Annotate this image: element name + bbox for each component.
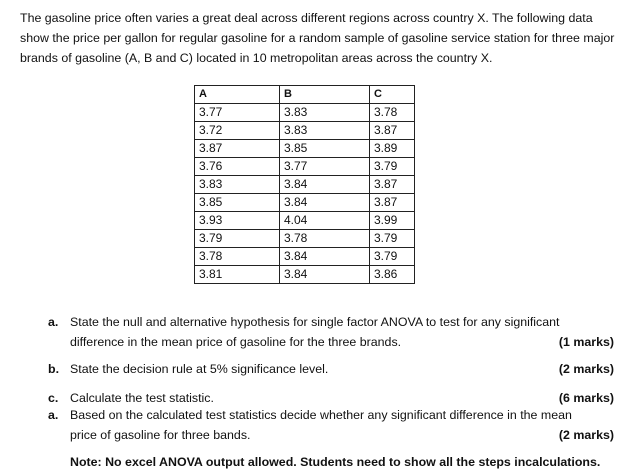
table-row bbox=[195, 194, 415, 212]
cell-brand-b: 3.77 bbox=[280, 158, 370, 176]
cell-brand-b: 3.84 bbox=[280, 266, 370, 284]
cell-brand-a: 3.85 bbox=[195, 194, 280, 212]
cell-brand-c: 3.79 bbox=[370, 248, 415, 266]
table-row bbox=[195, 158, 415, 176]
table-row bbox=[195, 104, 415, 122]
cell-brand-a: 3.78 bbox=[195, 248, 280, 266]
question-a bbox=[48, 312, 614, 352]
question-d bbox=[48, 405, 614, 445]
column-header-b: B bbox=[280, 86, 370, 104]
cell-brand-c: 3.79 bbox=[370, 158, 415, 176]
question-label: a. bbox=[48, 408, 59, 422]
question-text: Based on the calculated test statistics decide whether any significant difference in the mean bbox=[70, 408, 572, 422]
cell-brand-b: 3.84 bbox=[280, 176, 370, 194]
question-text: Calculate the test statistic. bbox=[70, 391, 214, 405]
question-text-continued: difference in the mean price of gasoline for the three brands. bbox=[70, 335, 402, 349]
question-marks: (2 marks) bbox=[558, 362, 614, 376]
table-row bbox=[195, 122, 415, 140]
table-row bbox=[195, 212, 415, 230]
cell-brand-c: 3.79 bbox=[370, 230, 415, 248]
cell-brand-c: 3.86 bbox=[370, 266, 415, 284]
cell-brand-c: 3.99 bbox=[370, 212, 415, 230]
question-text: State the null and alternative hypothesis for single factor ANOVA to test for any significant bbox=[70, 315, 560, 329]
cell-brand-b: 3.85 bbox=[280, 140, 370, 158]
table-row bbox=[195, 266, 415, 284]
question-label: b. bbox=[48, 362, 60, 376]
cell-brand-c: 3.87 bbox=[370, 194, 415, 212]
cell-brand-b: 3.78 bbox=[280, 230, 370, 248]
table-row bbox=[195, 248, 415, 266]
column-header-c: C bbox=[370, 86, 415, 104]
cell-brand-a: 3.81 bbox=[195, 266, 280, 284]
question-marks: (1 marks) bbox=[558, 335, 614, 349]
cell-brand-b: 3.83 bbox=[280, 122, 370, 140]
cell-brand-a: 3.93 bbox=[195, 212, 280, 230]
question-text-continued: price of gasoline for three bands. bbox=[70, 428, 251, 442]
table-row bbox=[195, 230, 415, 248]
cell-brand-a: 3.77 bbox=[195, 104, 280, 122]
question-b bbox=[48, 359, 614, 379]
question-marks: (6 marks) bbox=[558, 391, 614, 405]
cell-brand-b: 3.83 bbox=[280, 104, 370, 122]
question-label: a. bbox=[48, 315, 59, 329]
cell-brand-c: 3.78 bbox=[370, 104, 415, 122]
cell-brand-a: 3.87 bbox=[195, 140, 280, 158]
cell-brand-a: 3.79 bbox=[195, 230, 280, 248]
cell-brand-a: 3.72 bbox=[195, 122, 280, 140]
question-text: State the decision rule at 5% significance level. bbox=[70, 362, 329, 376]
cell-brand-a: 3.83 bbox=[195, 176, 280, 194]
cell-brand-b: 4.04 bbox=[280, 212, 370, 230]
cell-brand-b: 3.84 bbox=[280, 194, 370, 212]
question-marks: (2 marks) bbox=[558, 428, 614, 442]
table-row bbox=[195, 140, 415, 158]
cell-brand-c: 3.89 bbox=[370, 140, 415, 158]
cell-brand-a: 3.76 bbox=[195, 158, 280, 176]
cell-brand-b: 3.84 bbox=[280, 248, 370, 266]
table-body bbox=[195, 104, 415, 284]
gasoline-price-table bbox=[194, 85, 415, 284]
table-header-row bbox=[195, 86, 415, 104]
cell-brand-c: 3.87 bbox=[370, 176, 415, 194]
note-text: Note: No excel ANOVA output allowed. Students need to show all the steps incalculations. bbox=[70, 455, 601, 469]
intro-paragraph: The gasoline price often varies a great deal across different regions across country X. The following data show the price per gallon for regular gasoline for a random sample of gasoline service station for three major brands of gasoline (A, B and C) located in 10 metropolitan areas across the country X. bbox=[20, 11, 615, 65]
cell-brand-c: 3.87 bbox=[370, 122, 415, 140]
column-header-a: A bbox=[195, 86, 280, 104]
question-label: c. bbox=[48, 391, 59, 405]
table-row bbox=[195, 176, 415, 194]
